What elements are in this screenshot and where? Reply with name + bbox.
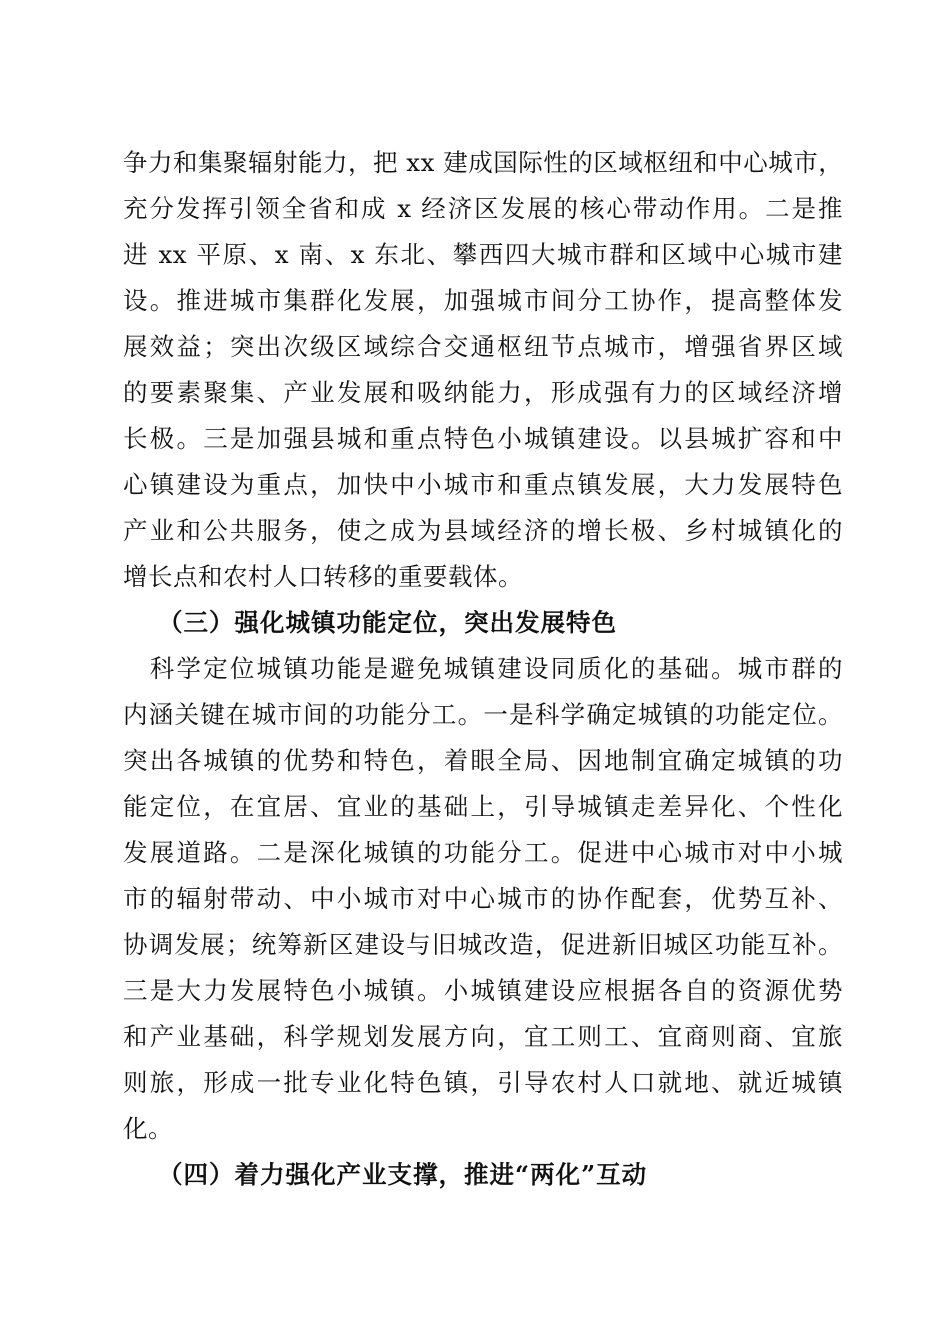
section-heading-4: （四）着力强化产业支撑，推进“两化”互动 <box>158 1160 648 1189</box>
paragraph-1-line-3: 进 xx 平原、x 南、x 东北、攀西四大城市群和区域中心城市建 <box>123 240 843 269</box>
paragraph-2-line-10: 则旅，形成一批专业化特色镇，引导农村人口就地、就近城镇 <box>123 1068 843 1097</box>
paragraph-1-line-8: 心镇建设为重点，加快中小城市和重点镇发展，大力发展特色 <box>123 470 843 499</box>
paragraph-2-line-11: 化。 <box>123 1114 173 1143</box>
section-heading-3: （三）强化城镇功能定位，突出发展特色 <box>158 608 617 637</box>
paragraph-1-line-2: 充分发挥引领全省和成 x 经济区发展的核心带动作用。二是推 <box>123 194 843 223</box>
paragraph-1-line-7: 长极。三是加强县城和重点特色小城镇建设。以县城扩容和中 <box>123 424 843 453</box>
paragraph-1-line-1: 争力和集聚辐射能力，把 xx 建成国际性的区域枢纽和中心城市， <box>123 148 844 177</box>
paragraph-2-line-3: 突出各城镇的优势和特色，着眼全局、因地制宜确定城镇的功 <box>123 746 843 775</box>
paragraph-2-line-2: 内涵关键在城市间的功能分工。一是科学确定城镇的功能定位。 <box>123 700 843 729</box>
paragraph-2-line-9: 和产业基础，科学规划发展方向，宜工则工、宜商则商、宜旅 <box>123 1022 843 1051</box>
paragraph-2-line-7: 协调发展；统筹新区建设与旧城改造，促进新旧城区功能互补。 <box>123 930 843 959</box>
paragraph-2-line-6: 市的辐射带动、中小城市对中心城市的协作配套，优势互补、 <box>123 884 843 913</box>
paragraph-1-line-5: 展效益；突出次级区域综合交通枢纽节点城市，增强省界区域 <box>123 332 843 361</box>
paragraph-2-line-1: 科学定位城镇功能是避免城镇建设同质化的基础。城市群的 <box>123 654 843 683</box>
paragraph-2-line-8: 三是大力发展特色小城镇。小城镇建设应根据各自的资源优势 <box>123 976 843 1005</box>
paragraph-1-line-9: 产业和公共服务，使之成为县域经济的增长极、乡村城镇化的 <box>123 516 843 545</box>
paragraph-1-line-10: 增长点和农村人口转移的重要载体。 <box>123 562 523 591</box>
paragraph-1-line-6: 的要素聚集、产业发展和吸纳能力，形成强有力的区域经济增 <box>123 378 843 407</box>
paragraph-2-line-4: 能定位，在宜居、宜业的基础上，引导城镇走差异化、个性化 <box>123 792 843 821</box>
paragraph-1-line-4: 设。推进城市集群化发展，加强城市间分工协作，提高整体发 <box>123 286 843 315</box>
paragraph-2-line-5: 发展道路。二是深化城镇的功能分工。促进中心城市对中小城 <box>123 838 843 867</box>
